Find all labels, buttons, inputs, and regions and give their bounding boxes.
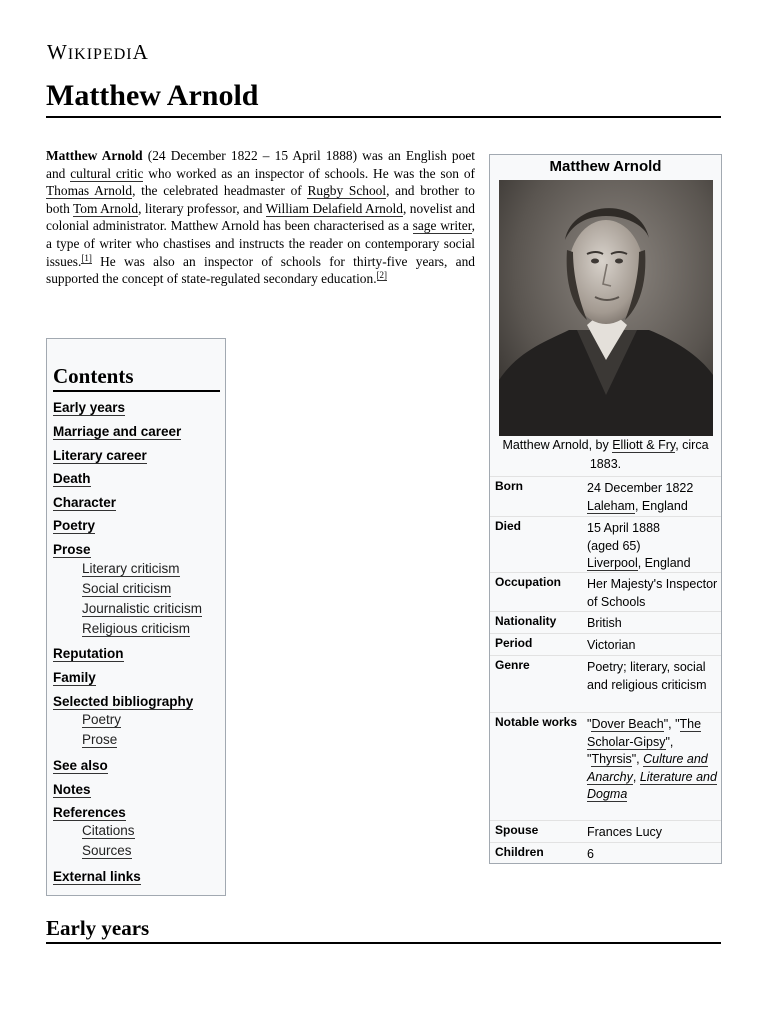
infobox-title: Matthew Arnold <box>549 158 662 175</box>
infobox-row-notable-works <box>490 712 721 820</box>
section-heading-early-years: Early years <box>46 916 150 940</box>
infobox-label-occupation: Occupation <box>495 575 562 589</box>
infobox-value-nationality: British <box>587 616 622 630</box>
infobox-value-died: 15 April 1888 (aged 65) Liverpool, England <box>587 521 691 570</box>
toc-item-citations[interactable]: Citations <box>82 823 135 838</box>
infobox-row-nationality <box>490 611 721 632</box>
page-title: Matthew Arnold <box>46 79 259 112</box>
toc-item-poetry[interactable]: Poetry <box>53 518 96 533</box>
toc-title: Contents <box>53 363 220 392</box>
toc-item-character[interactable]: Character <box>53 495 117 510</box>
infobox-value-notable-works: "Dover Beach", "The Scholar-Gipsy", "Thyrsis", Culture and Anarchy, Literature and Dogma <box>587 717 717 801</box>
toc-item-marriage-and-career[interactable]: Marriage and career <box>53 424 182 439</box>
link-laleham[interactable]: Laleham <box>587 498 635 513</box>
section-divider <box>46 942 721 944</box>
infobox-value-spouse: Frances Lucy <box>587 825 663 839</box>
link-liverpool[interactable]: Liverpool <box>587 556 638 570</box>
toc-item-see-also[interactable]: See also <box>53 758 108 773</box>
infobox-label-notable-works: Notable works <box>495 715 578 729</box>
link-elliott-and-fry[interactable]: Elliott & Fry <box>612 438 676 452</box>
toc-item-journalistic-criticism[interactable]: Journalistic criticism <box>82 601 203 616</box>
toc-item-social-criticism[interactable]: Social criticism <box>82 581 172 596</box>
toc-item-death[interactable]: Death <box>53 471 91 486</box>
toc-item-external-links[interactable]: External links <box>53 869 141 884</box>
toc-item-references[interactable]: References <box>53 805 126 820</box>
infobox-value-period: Victorian <box>587 638 636 652</box>
toc-item-sources[interactable]: Sources <box>82 843 132 858</box>
link-literature-and-dogma[interactable]: Literature and Dogma <box>587 769 717 801</box>
infobox-row-occupation <box>490 572 721 611</box>
wikipedia-wordmark[interactable]: WIKIPEDIA <box>47 40 149 64</box>
toc-item-bibliography-poetry[interactable]: Poetry <box>82 712 122 727</box>
infobox-value-children: 6 <box>587 847 594 861</box>
infobox-row-died <box>490 516 721 572</box>
title-divider <box>46 116 721 118</box>
table-of-contents <box>46 338 226 896</box>
infobox-row-born <box>490 476 721 516</box>
portrait-photo[interactable] <box>499 180 713 436</box>
toc-item-religious-criticism[interactable]: Religious criticism <box>82 621 191 636</box>
infobox-label-died: Died <box>495 519 522 533</box>
link-rugby-school[interactable]: Rugby School <box>307 183 387 199</box>
toc-item-prose[interactable]: Prose <box>53 542 91 557</box>
infobox-label-children: Children <box>495 845 544 859</box>
link-dover-beach[interactable]: Dover Beach <box>591 717 664 731</box>
link-tom-arnold[interactable]: Tom Arnold <box>73 200 139 216</box>
infobox-label-genre: Genre <box>495 658 530 672</box>
toc-item-early-years[interactable]: Early years <box>53 400 126 415</box>
infobox-row-period <box>490 633 721 654</box>
lead-subject: Matthew Arnold <box>46 148 143 163</box>
toc-item-bibliography-prose[interactable]: Prose <box>82 732 118 747</box>
toc-item-notes[interactable]: Notes <box>53 782 91 797</box>
link-culture-and-anarchy[interactable]: Culture and Anarchy <box>587 752 708 784</box>
link-thomas-arnold[interactable]: Thomas Arnold <box>46 183 133 199</box>
toc-item-literary-criticism[interactable]: Literary criticism <box>82 561 180 576</box>
toc-item-reputation[interactable]: Reputation <box>53 646 124 661</box>
infobox-label-period: Period <box>495 636 533 650</box>
infobox-value-born: 24 December 1822 Laleham, England <box>587 481 694 513</box>
reference-2[interactable]: [2] <box>376 270 388 281</box>
link-sage-writer[interactable]: sage writer <box>412 218 472 234</box>
infobox-value-occupation: Her Majesty's Inspector of Schools <box>587 577 718 609</box>
lead-paragraph: Matthew Arnold (24 December 1822 – 15 April 1888) was an English poet and cultural critic who worked as an inspector of schools. He was the son of Thomas Arnold, the celebrated headmaster of Rugby School, and brother to both Tom Arnold, literary professor, and William Delafield Arnold, novelist and colonial administrator. Matthew Arnold has been characterised as a sage writer, a type of writer who chastises and instructs the reader on contemporary social issues.[1] He was also an inspector of schools for thirty-five years, and supported the concept of state-regulated secondary education.[2] <box>46 148 475 287</box>
infobox-row-spouse <box>490 820 721 842</box>
infobox-value-genre: Poetry; literary, social and religious criticism <box>587 660 707 692</box>
infobox <box>489 154 722 864</box>
link-thyrsis[interactable]: Thyrsis <box>591 752 632 766</box>
infobox-label-born: Born <box>495 479 523 493</box>
link-cultural-critic[interactable]: cultural critic <box>70 165 144 181</box>
toc-item-family[interactable]: Family <box>53 670 96 685</box>
infobox-label-nationality: Nationality <box>495 614 557 628</box>
infobox-row-children <box>490 842 721 864</box>
toc-item-selected-bibliography[interactable]: Selected bibliography <box>53 694 194 709</box>
portrait-caption: Matthew Arnold, by Elliott & Fry, circa 1883. <box>502 438 709 471</box>
toc-item-literary-career[interactable]: Literary career <box>53 448 147 463</box>
link-the-scholar-gipsy[interactable]: The Scholar-Gipsy <box>587 717 702 749</box>
link-william-delafield-arnold[interactable]: William Delafield Arnold <box>265 200 403 216</box>
reference-1[interactable]: [1] <box>81 252 92 263</box>
infobox-label-spouse: Spouse <box>495 823 539 837</box>
infobox-row-genre <box>490 655 721 712</box>
